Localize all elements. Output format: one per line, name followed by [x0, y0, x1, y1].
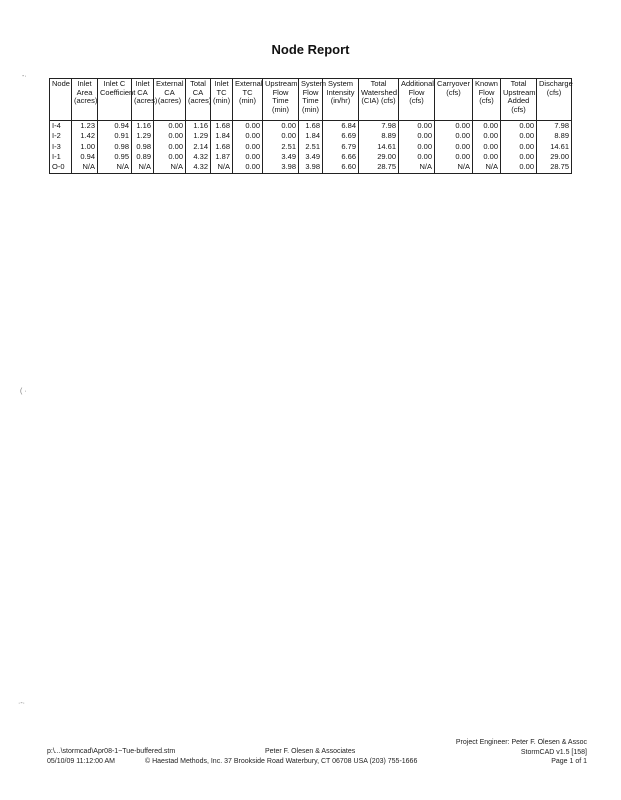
hole-punch-mark: ( · [20, 388, 27, 395]
table-cell: N/A [473, 163, 501, 174]
table-cell: N/A [435, 163, 473, 174]
table-cell: 2.51 [263, 142, 299, 153]
node-label: I-3 [50, 142, 72, 153]
table-cell: 0.89 [132, 152, 154, 163]
table-cell: 1.00 [72, 142, 98, 153]
table-cell: 4.32 [186, 152, 211, 163]
table-cell: 6.60 [323, 163, 359, 174]
table-cell: 0.94 [98, 121, 132, 132]
table-cell: 2.14 [186, 142, 211, 153]
table-cell: 1.87 [211, 152, 233, 163]
node-label: I-2 [50, 131, 72, 142]
table-cell: 0.00 [501, 142, 537, 153]
table-cell: 0.00 [501, 163, 537, 174]
scan-mark: ·-· [18, 700, 25, 707]
table-body [50, 121, 572, 174]
company-name: Peter F. Olesen & Associates [265, 748, 356, 755]
column-header: Inlet CA (acres) [132, 79, 154, 121]
software-version: StormCAD v1.5 [158] [520, 749, 587, 756]
table-cell: 1.68 [211, 142, 233, 153]
table-cell: N/A [132, 163, 154, 174]
table-cell: 1.29 [132, 131, 154, 142]
table-cell: N/A [154, 163, 186, 174]
column-header: Total Watershed (CIA) (cfs) [359, 79, 399, 121]
table-cell: 0.00 [473, 152, 501, 163]
table-cell: 1.42 [72, 131, 98, 142]
table-cell: 3.98 [263, 163, 299, 174]
table-cell: 7.98 [359, 121, 399, 132]
column-header: Carryover (cfs) [435, 79, 473, 121]
table-cell: N/A [399, 163, 435, 174]
column-header: Additional Flow (cfs) [399, 79, 435, 121]
table-cell: N/A [72, 163, 98, 174]
table-cell: 8.89 [359, 131, 399, 142]
column-header: External CA (acres) [154, 79, 186, 121]
table-cell: 1.68 [299, 121, 323, 132]
table-cell: 8.89 [537, 131, 572, 142]
table-cell: 0.00 [233, 142, 263, 153]
table-cell: 0.00 [473, 142, 501, 153]
table-cell: 0.00 [263, 131, 299, 142]
table-cell: 3.49 [263, 152, 299, 163]
table-row [50, 131, 572, 142]
table-cell: 1.29 [186, 131, 211, 142]
table-cell: 29.00 [537, 152, 572, 163]
table-cell: 0.00 [435, 142, 473, 153]
table-header-row [50, 79, 572, 121]
table-cell: 1.84 [211, 131, 233, 142]
print-datetime: 05/10/09 11:12:00 AM [47, 758, 115, 765]
table-cell: 29.00 [359, 152, 399, 163]
table-cell: 6.66 [323, 152, 359, 163]
report-title: Node Report [271, 42, 350, 57]
table-cell: 2.51 [299, 142, 323, 153]
table-cell: 0.00 [154, 152, 186, 163]
table-cell: 1.84 [299, 131, 323, 142]
column-header: Known Flow (cfs) [473, 79, 501, 121]
table-cell: 4.32 [186, 163, 211, 174]
table-cell: 0.00 [399, 131, 435, 142]
column-header: Node [50, 79, 72, 121]
scan-mark: -· [22, 73, 27, 80]
table-cell: 6.69 [323, 131, 359, 142]
table-cell: 3.98 [299, 163, 323, 174]
table-cell: 3.49 [299, 152, 323, 163]
file-path: p:\...\stormcad\Apr08-1~Tue-buffered.stm [47, 748, 176, 755]
table-cell: 0.00 [154, 121, 186, 132]
column-header: System Intensity (in/hr) [323, 79, 359, 121]
table-cell: 0.00 [501, 121, 537, 132]
page-number: Page 1 of 1 [551, 758, 587, 765]
table-cell: 6.84 [323, 121, 359, 132]
table-cell: 0.00 [473, 121, 501, 132]
table-cell: 0.00 [399, 152, 435, 163]
project-engineer: Project Engineer: Peter F. Olesen & Assoc [455, 739, 587, 746]
table-cell: 1.16 [132, 121, 154, 132]
node-label: I-1 [50, 152, 72, 163]
table-cell: 1.16 [186, 121, 211, 132]
table-cell: 0.00 [154, 131, 186, 142]
table-cell: 0.98 [132, 142, 154, 153]
node-label: I-4 [50, 121, 72, 132]
table-cell: 0.00 [501, 131, 537, 142]
column-header: System Flow Time (min) [299, 79, 323, 121]
table-cell: 0.00 [233, 131, 263, 142]
table-row [50, 152, 572, 163]
table-cell: 0.00 [501, 152, 537, 163]
table-cell: 0.00 [473, 131, 501, 142]
table-cell: 0.00 [399, 121, 435, 132]
table-cell: 0.00 [154, 142, 186, 153]
table-cell: 0.00 [435, 152, 473, 163]
column-header: Total CA (acres) [186, 79, 211, 121]
column-header: Inlet Area (acres) [72, 79, 98, 121]
table-cell: 0.00 [399, 142, 435, 153]
table-row [50, 142, 572, 153]
table-cell: 6.79 [323, 142, 359, 153]
table-cell: 0.00 [435, 131, 473, 142]
table-row [50, 121, 572, 132]
table-cell: 28.75 [537, 163, 572, 174]
table-cell: 7.98 [537, 121, 572, 132]
table-cell: 14.61 [359, 142, 399, 153]
node-report-table [49, 78, 572, 174]
table-cell: 0.00 [263, 121, 299, 132]
column-header: Discharge (cfs) [537, 79, 572, 121]
column-header: Total Upstream Added (cfs) [501, 79, 537, 121]
column-header: Inlet C Coefficient [98, 79, 132, 121]
column-header: Inlet TC (min) [211, 79, 233, 121]
table-cell: 0.95 [98, 152, 132, 163]
table-cell: 0.98 [98, 142, 132, 153]
node-label: O-0 [50, 163, 72, 174]
table-cell: 0.00 [233, 121, 263, 132]
column-header: External TC (min) [233, 79, 263, 121]
column-header: Upstream Flow Time (min) [263, 79, 299, 121]
table-cell: 1.68 [211, 121, 233, 132]
table-row [50, 163, 572, 174]
table-cell: 0.00 [435, 121, 473, 132]
table-cell: N/A [211, 163, 233, 174]
table-cell: N/A [98, 163, 132, 174]
table-cell: 14.61 [537, 142, 572, 153]
table-cell: 0.00 [233, 152, 263, 163]
table-cell: 0.94 [72, 152, 98, 163]
table-cell: 28.75 [359, 163, 399, 174]
company-address: © Haestad Methods, Inc. 37 Brookside Road Waterbury, CT 06708 USA (203) 755-1666 [145, 758, 418, 765]
table-cell: 0.00 [233, 163, 263, 174]
table-cell: 0.91 [98, 131, 132, 142]
table-cell: 1.23 [72, 121, 98, 132]
